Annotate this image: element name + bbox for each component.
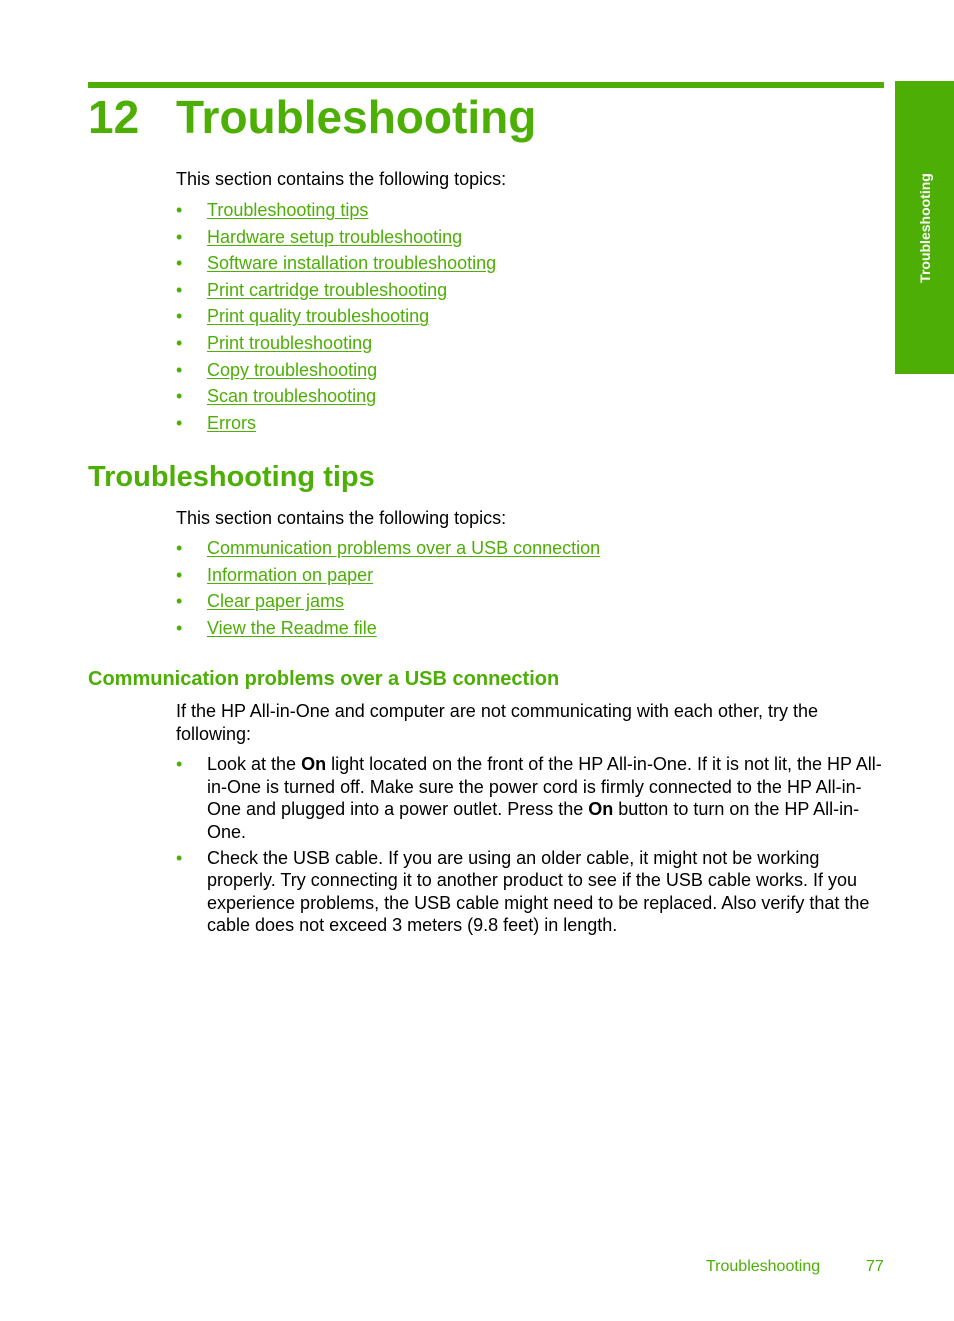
bullet: • bbox=[176, 847, 183, 868]
chapter-topic-list bbox=[176, 197, 496, 436]
bullet: • bbox=[176, 412, 183, 433]
list-item bbox=[176, 357, 496, 384]
section-heading-usb-communication: Communication problems over a USB connection bbox=[88, 668, 560, 690]
topic-link-errors[interactable]: Errors bbox=[207, 412, 256, 433]
list-item bbox=[176, 847, 886, 937]
footer-page-number: 77 bbox=[866, 1258, 884, 1275]
section-heading-troubleshooting-tips: Troubleshooting tips bbox=[88, 461, 375, 493]
list-item bbox=[176, 250, 496, 277]
step-text: light located on the front of the HP All-in-One. If it is not lit, the HP All-in-One is turned off. Make sure the power cord is firmly connected to the HP All-in-One and plugged into a power outlet. Press the bbox=[207, 754, 882, 819]
chapter-intro: This section contains the following topics: bbox=[176, 169, 507, 189]
topic-link-troubleshooting-tips[interactable]: Troubleshooting tips bbox=[207, 200, 369, 220]
list-item bbox=[176, 615, 600, 642]
list-item bbox=[176, 535, 600, 562]
list-item bbox=[176, 753, 886, 843]
step-text: Check the USB cable. If you are using an older cable, it might not be working properly. Try connecting it to another product to see if the USB cable works. If you experience problems, the USB cable might need to be replaced. Also verify that the cable does not exceed 3 meters (9.8 feet) in length. bbox=[207, 847, 870, 935]
bullet: • bbox=[176, 754, 183, 774]
chapter-title bbox=[88, 88, 536, 146]
list-item bbox=[176, 410, 496, 437]
chapter-title-text: Troubleshooting bbox=[176, 91, 537, 143]
on-button-label: On bbox=[301, 754, 327, 774]
on-button-label: On bbox=[588, 799, 614, 819]
topic-link-print-quality[interactable]: Print quality troubleshooting bbox=[207, 306, 430, 327]
chapter-number: 12 bbox=[88, 91, 140, 143]
list-item bbox=[176, 277, 496, 304]
topic-link-copy[interactable]: Copy troubleshooting bbox=[207, 359, 378, 380]
bullet: • bbox=[176, 591, 183, 612]
side-tab-label: Troubleshooting bbox=[916, 172, 933, 283]
bullet: • bbox=[176, 538, 183, 558]
bullet: • bbox=[176, 332, 183, 353]
footer-section-name: Troubleshooting bbox=[706, 1258, 821, 1275]
usb-steps-list bbox=[176, 753, 886, 940]
tips-intro: This section contains the following topics: bbox=[176, 508, 507, 528]
side-tab bbox=[895, 81, 954, 374]
bullet: • bbox=[176, 200, 183, 220]
topic-link-software-installation[interactable]: Software installation troubleshooting bbox=[207, 253, 497, 274]
list-item bbox=[176, 224, 496, 251]
bullet: • bbox=[176, 253, 183, 274]
bullet: • bbox=[176, 617, 183, 638]
bullet: • bbox=[176, 306, 183, 327]
list-item bbox=[176, 197, 496, 224]
step-text: button to turn on the HP All-in-One. bbox=[207, 799, 860, 842]
topic-link-readme[interactable]: View the Readme file bbox=[207, 617, 377, 638]
bullet: • bbox=[176, 386, 183, 407]
topic-link-usb-communication[interactable]: Communication problems over a USB connection bbox=[207, 538, 601, 558]
topic-link-print-cartridge[interactable]: Print cartridge troubleshooting bbox=[207, 279, 448, 300]
list-item bbox=[176, 562, 600, 589]
topic-link-paper-info[interactable]: Information on paper bbox=[207, 564, 374, 585]
topic-link-print[interactable]: Print troubleshooting bbox=[207, 332, 373, 353]
list-item bbox=[176, 383, 496, 410]
list-item bbox=[176, 588, 600, 615]
bullet: • bbox=[176, 564, 183, 585]
list-item bbox=[176, 303, 496, 330]
topic-link-paper-jams[interactable]: Clear paper jams bbox=[207, 591, 345, 612]
step-text: Look at the bbox=[207, 754, 302, 774]
bullet: • bbox=[176, 226, 183, 247]
bullet: • bbox=[176, 279, 183, 300]
topic-link-hardware-setup[interactable]: Hardware setup troubleshooting bbox=[207, 226, 463, 247]
usb-intro: If the HP All-in-One and computer are not communicating with each other, try the following: bbox=[176, 701, 818, 744]
list-item bbox=[176, 330, 496, 357]
bullet: • bbox=[176, 359, 183, 380]
tips-topic-list bbox=[176, 535, 600, 641]
topic-link-scan[interactable]: Scan troubleshooting bbox=[207, 386, 377, 407]
